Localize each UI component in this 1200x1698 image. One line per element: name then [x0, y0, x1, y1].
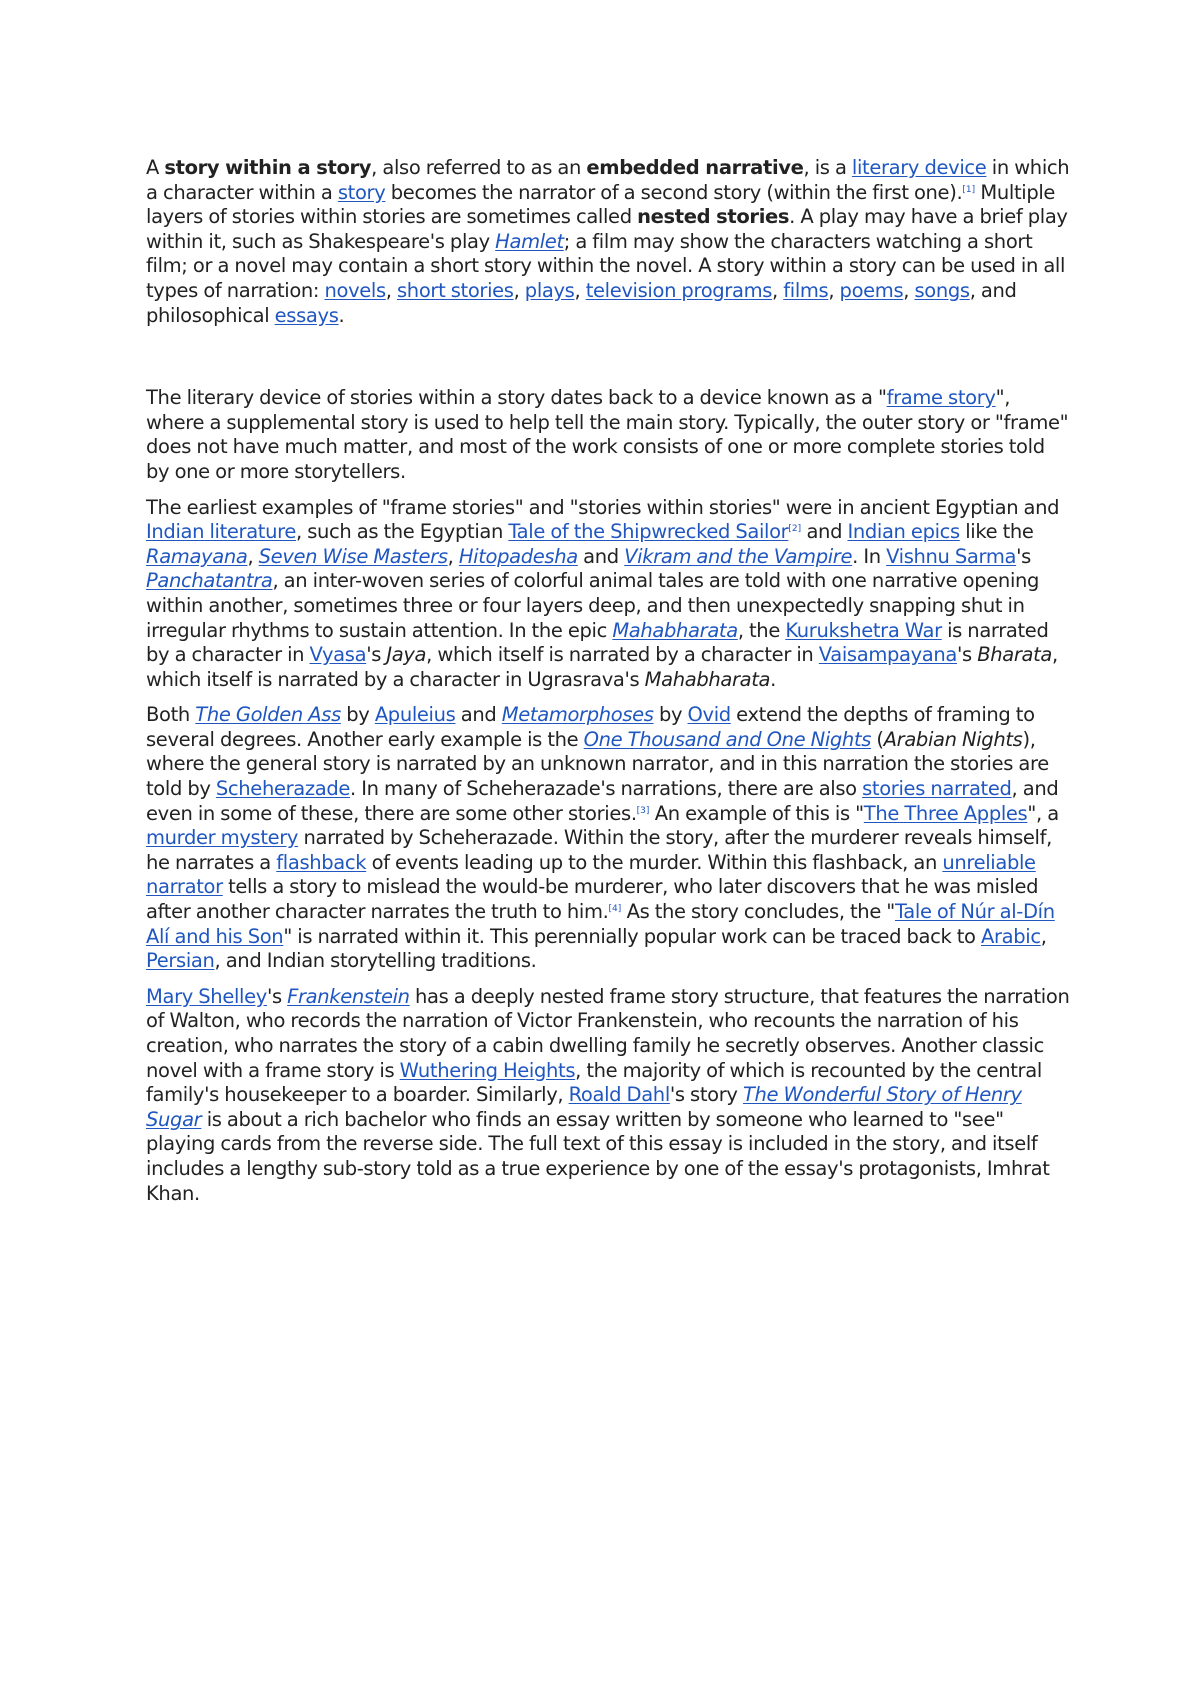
link-hitopadesha[interactable]: Hitopadesha: [458, 544, 578, 568]
link-literary-device[interactable]: literary device: [851, 156, 987, 179]
paragraph-earliest-examples: [146, 496, 1070, 693]
italic-title: Mahabharata: [644, 667, 771, 691]
italic-title: Jaya: [386, 643, 427, 667]
link-vaisampayana[interactable]: Vaisampayana: [818, 643, 958, 667]
text-run: in which a character within a: [146, 156, 1070, 204]
link-the-golden-ass[interactable]: The Golden Ass: [195, 703, 341, 727]
link-short-stories[interactable]: short stories: [397, 278, 514, 302]
text-run: and: [455, 703, 502, 727]
text-run: ; a film may show the characters watching a short film; or a novel may contain a short story within the novel. A story within a story can be used in all types of narration:: [146, 229, 1066, 302]
text-run: ,: [513, 278, 525, 302]
text-run: of events leading up to the murder. Within this flashback, an: [366, 850, 943, 874]
text-run: The literary device of stories within a story dates back to a device known as a ": [146, 386, 887, 410]
link-frankenstein[interactable]: Frankenstein: [287, 984, 410, 1008]
text-run: The earliest examples of "frame stories" and "stories within stories" were in ancient Egyptian and: [146, 495, 1060, 519]
link-scheherazade[interactable]: Scheherazade: [215, 777, 351, 801]
italic-title: Bharata: [977, 643, 1052, 667]
paragraph-golden-ass: [146, 703, 1070, 974]
text-run: . A play may have a brief play within it, such as Shakespeare's play: [146, 205, 1068, 253]
link-hamlet[interactable]: Hamlet: [495, 229, 564, 253]
link-television-programs[interactable]: television programs: [585, 278, 773, 302]
link-seven-wise-masters[interactable]: Seven Wise Masters: [258, 544, 448, 568]
text-run: ), where the general story is narrated by an unknown narrator, and in this narration the stories are told by: [146, 727, 1049, 801]
text-run: ,: [247, 544, 259, 568]
paragraph-frankenstein: [146, 985, 1070, 1206]
citation-link[interactable]: [3]: [636, 805, 650, 816]
text-run: , an inter-woven series of colorful animal tales are told with one narrative opening within another, sometimes three or four layers deep, and then unexpectedly snapping shut in irregular rhythms to sustain attention. In the epic: [146, 569, 1040, 642]
link-kurukshetra-war[interactable]: Kurukshetra War: [785, 618, 942, 642]
text-run: , the majority of which is recounted by the central family's housekeeper to a boarder. Similarly,: [146, 1058, 1042, 1107]
link-plays[interactable]: plays: [524, 278, 575, 302]
link-poems[interactable]: poems: [839, 278, 904, 302]
paragraph-intro: [146, 156, 1070, 328]
link-ovid[interactable]: Ovid: [687, 703, 731, 727]
link-panchatantra[interactable]: Panchatantra: [146, 569, 273, 593]
link-mary-shelley[interactable]: Mary Shelley: [146, 984, 267, 1008]
text-run: has a deeply nested frame story structure, that features the narration of Walton, who records the narration of Victor Frankenstein, who recounts the narration of his creation, who narrates the story of a cabin dwelling family he secretly observes. Another classic novel with a frame story is: [146, 984, 1070, 1082]
text-run: 's: [366, 643, 387, 667]
text-run: , and Indian storytelling traditions.: [214, 949, 537, 973]
citation-link[interactable]: [4]: [608, 904, 622, 915]
text-run: ,: [828, 278, 840, 302]
bold-term: nested stories: [637, 205, 790, 229]
link-stories-narrated[interactable]: stories narrated: [862, 777, 1012, 801]
text-run: by: [340, 703, 375, 727]
text-run: An example of this is ": [649, 801, 864, 825]
text-run: (: [871, 727, 884, 751]
bold-term: embedded narrative: [586, 156, 804, 179]
link-unreliable-narrator[interactable]: unreliable narrator: [146, 850, 1036, 899]
link-one-thousand-and-one-nights[interactable]: One Thousand and One Nights: [583, 727, 872, 751]
text-run: ,: [772, 278, 784, 302]
text-run: .: [338, 303, 345, 327]
link-murder-mystery[interactable]: murder mystery: [146, 826, 299, 850]
text-run: , and philosophical: [146, 278, 1017, 327]
citation-link[interactable]: [1]: [962, 184, 976, 195]
text-run: is about a rich bachelor who finds an essay written by someone who learned to "see" playing cards from the reverse side. The full text of this essay is included in the story, and itself includes a lengthy sub-story told as a true experience by one of the essay's protagonists, Imhrat Khan.: [146, 1107, 1050, 1205]
text-run: and: [577, 544, 625, 568]
link-vishnu-sarma[interactable]: Vishnu Sarma: [886, 544, 1017, 568]
text-run: narrated by Scheherazade. Within the story, after the murderer reveals himself, he narrates a: [146, 826, 1052, 874]
text-run: ,: [385, 278, 397, 302]
text-run: , which itself is narrated by a character in: [426, 643, 819, 667]
text-run: 's story: [669, 1083, 743, 1107]
link-arabic[interactable]: Arabic: [981, 924, 1041, 948]
text-run: 's: [1016, 544, 1031, 568]
text-run: . In: [852, 544, 887, 568]
text-run: . In many of Scheherazade's narrations, there are also: [350, 777, 863, 801]
text-run: becomes the narrator of a second story (within the first one).: [385, 180, 963, 204]
link-indian-epics[interactable]: Indian epics: [847, 520, 960, 544]
link-persian[interactable]: Persian: [146, 949, 215, 973]
text-run: 's: [266, 984, 288, 1008]
link-roald-dahl[interactable]: Roald Dahl: [568, 1083, 670, 1107]
link-essays[interactable]: essays: [274, 303, 339, 327]
link-songs[interactable]: songs: [914, 278, 970, 302]
paragraph-frame-story: [146, 386, 1070, 484]
text-run: ", where a supplemental story is used to help tell the main story. Typically, the outer story or "frame" does not have much matter, and most of the work consists of one or more complete stories told by one or more storytellers.: [146, 386, 1069, 483]
link-flashback[interactable]: flashback: [276, 850, 367, 874]
text-run: ,: [447, 544, 459, 568]
text-run: is narrated by a character in: [146, 618, 1049, 667]
text-run: like the: [959, 520, 1034, 544]
text-run: A: [146, 156, 165, 179]
text-run: As the story concludes, the ": [621, 900, 895, 924]
text-run: ,: [903, 278, 915, 302]
text-run: .: [770, 667, 777, 691]
link-indian-literature[interactable]: Indian literature: [146, 520, 296, 544]
text-run: tells a story to mislead the would-be murderer, who later discovers that he was misled after another character narrates the truth to him.: [146, 875, 1039, 924]
text-run: 's: [957, 643, 978, 667]
link-wuthering-heights[interactable]: Wuthering Heights: [399, 1058, 576, 1082]
link-films[interactable]: films: [783, 278, 829, 302]
link-vikram-and-the-vampire[interactable]: Vikram and the Vampire: [624, 544, 853, 568]
link-apuleius[interactable]: Apuleius: [374, 703, 456, 727]
link-tale-of-the-shipwrecked-sailor[interactable]: Tale of the Shipwrecked Sailor: [508, 520, 789, 544]
document-page: [146, 156, 1070, 1217]
link-tale-of-nur-al-din-ali-and-his-son[interactable]: Tale of Núr al-Dín Alí and his Son: [146, 900, 1055, 948]
link-vyasa[interactable]: Vyasa: [309, 643, 367, 667]
citation-link[interactable]: [2]: [788, 524, 802, 535]
text-run: , such as the Egyptian: [296, 520, 509, 544]
text-run: extend the depths of framing to several degrees. Another early example is the: [146, 703, 1035, 751]
link-story[interactable]: story: [337, 180, 386, 204]
text-run: by: [653, 703, 688, 727]
text-run: " is narrated within it. This perennially popular work can be traced back to: [283, 924, 981, 948]
link-the-wonderful-story-of-henry-sugar[interactable]: The Wonderful Story of Henry Sugar: [146, 1083, 1022, 1131]
link-frame-story[interactable]: frame story: [886, 386, 996, 410]
text-run: ,: [1040, 924, 1047, 948]
text-run: , is a: [803, 156, 852, 179]
text-run: and: [801, 520, 848, 544]
bold-term: story within a story: [164, 156, 372, 179]
italic-title: Arabian Nights: [883, 727, 1023, 751]
text-run: , and even in some of these, there are some other stories.: [146, 777, 1059, 825]
text-run: ,: [574, 278, 586, 302]
text-run: ", a: [1027, 801, 1059, 825]
text-run: Multiple layers of stories within stories are sometimes called: [146, 180, 1056, 229]
link-mahabharata[interactable]: Mahabharata: [612, 618, 738, 642]
link-the-three-apples[interactable]: The Three Apples: [863, 801, 1028, 825]
text-run: , the: [737, 618, 786, 642]
link-metamorphoses[interactable]: Metamorphoses: [501, 703, 654, 727]
text-run: , also referred to as an: [371, 156, 587, 179]
text-run: , which itself is narrated by a character in Ugrasrava's: [146, 643, 1058, 691]
link-novels[interactable]: novels: [324, 278, 386, 302]
link-ramayana[interactable]: Ramayana: [146, 544, 248, 568]
text-run: Both: [146, 703, 196, 727]
